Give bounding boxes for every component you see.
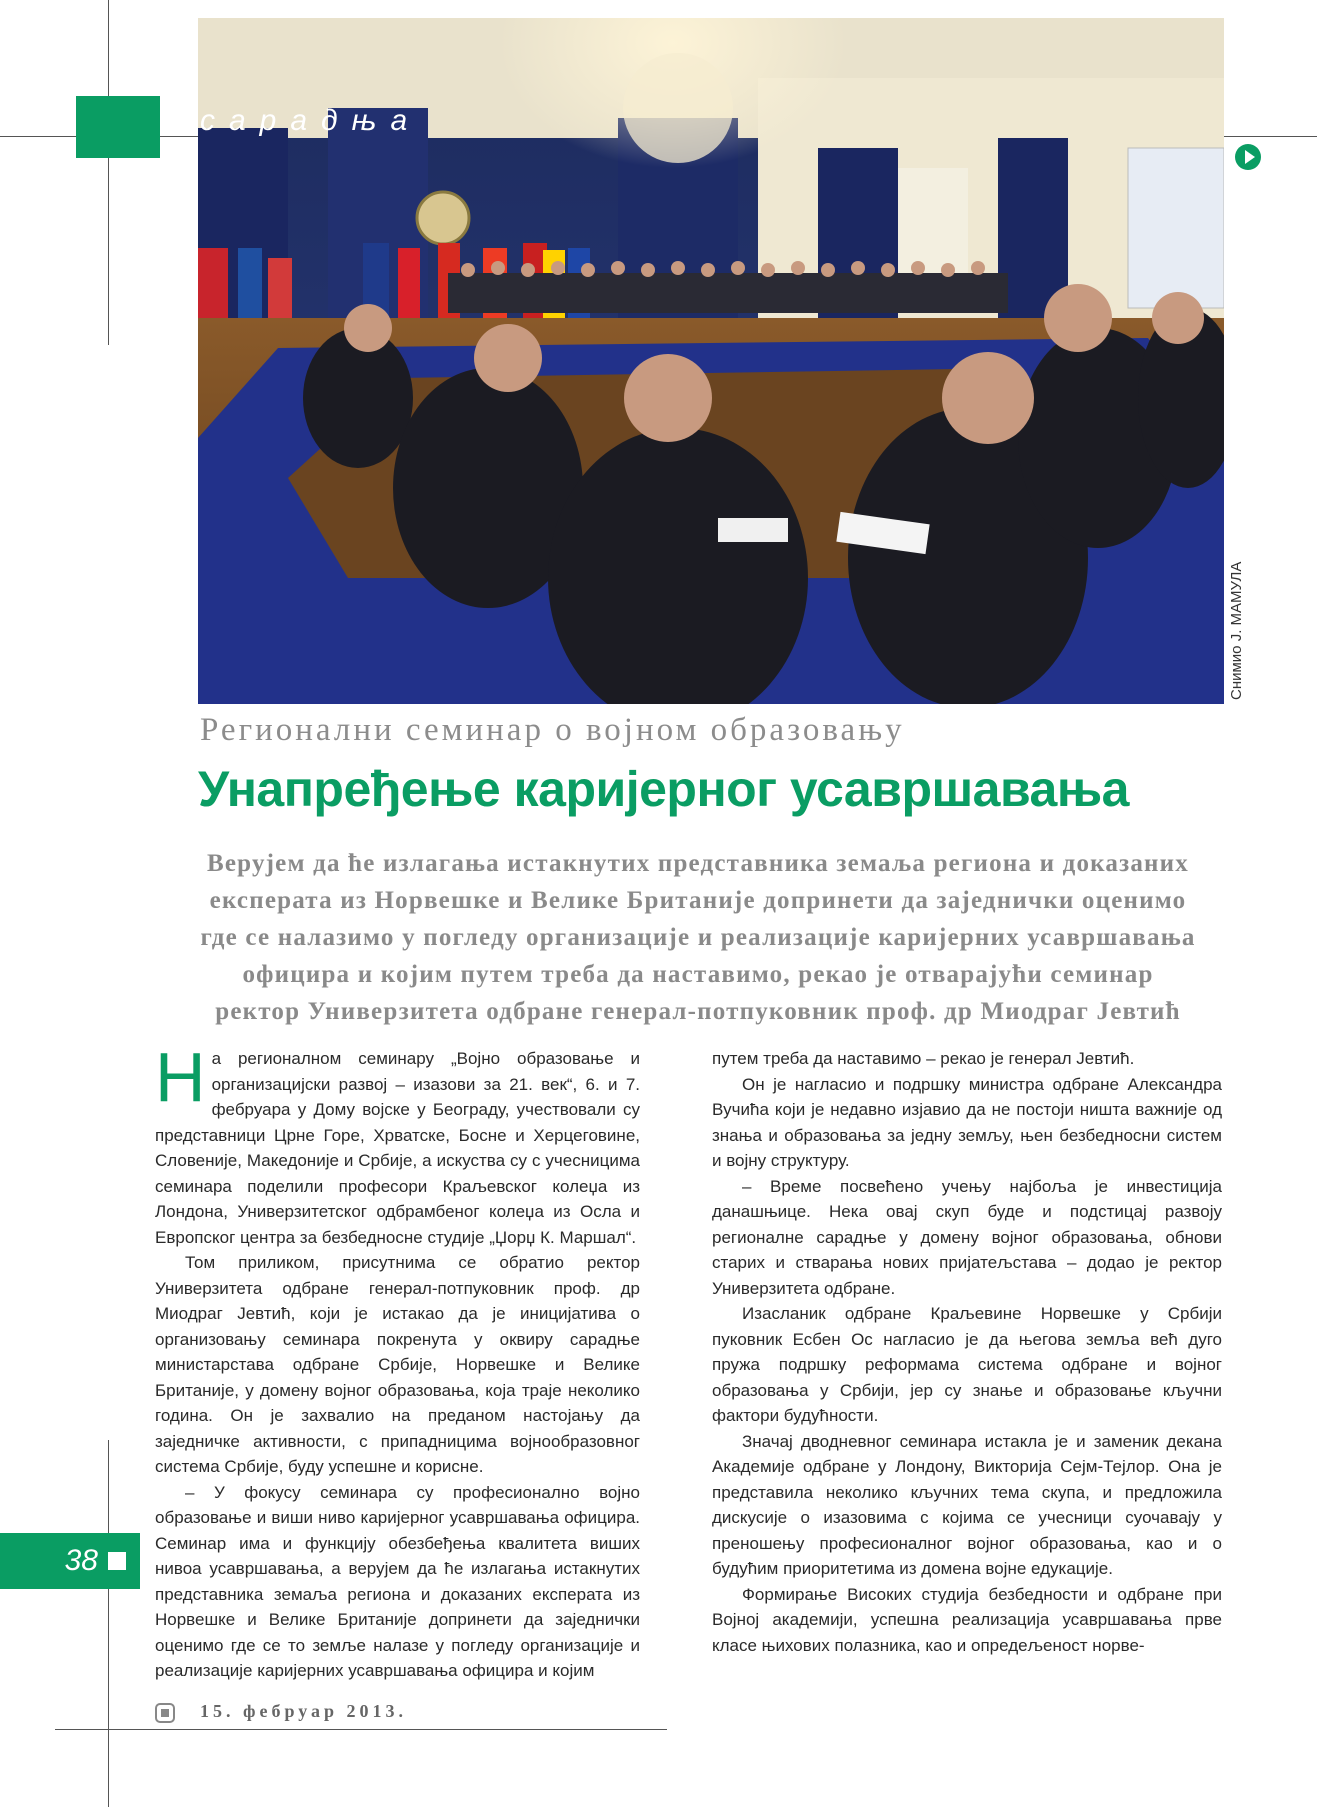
left-vertical-rule <box>108 0 109 345</box>
dropcap: Н <box>155 1038 206 1116</box>
lead-paragraph: Верујем да ће излагања истакнутих представника земаља региона и доказаних експерата из Норвешке и Велике Британије допринети да заједнички оценимо где се налазимо у погледу организације и реализације каријерних усавршавања официра и којим путем треба да наставимо, рекао је отварајући семинар ректор Универзитета одбране генерал-потпуковник проф. др Миодраг Јевтић <box>200 850 1196 1025</box>
section-marker-block <box>76 96 160 158</box>
page-number-tab <box>0 1533 140 1589</box>
body-column-left <box>155 1038 640 1684</box>
body-paragraph: Том приликом, присутнима се обратио ректор Универзитета одбране генерал-потпуковник проф. др Миодраг Јевтић, који је истакао да је иницијатива о организовању семинара покренута у оквиру сарадње министарстава одбране Србије, Норвешке и Велике Британије, у домену војног образовања, која траје неколико година. Он је захвалио на преданом настојању да заједничке активности, с припадницима војнообразовног система Србије, буду успешне и корисне. <box>155 1253 640 1476</box>
body-paragraph: Изасланик одбране Краљевине Норвешке у Србији пуковник Есбен Ос нагласио је да његова земља већ дуго пружа подршку реформама система одбране и војног образовања у Србији, јер су знање и образовање кључни фактори будућности. <box>712 1304 1222 1425</box>
left-vertical-rule-bottom <box>108 1440 109 1807</box>
body-paragraph: На регионалном семинару „Војно образовање и организацијски развој – изазови за 21. век“, 6. и 7. фебруара у Дому војске у Београду, учествовали су представници Црне Горе, Хрватске, Босне и Херцеговине, Словеније, Македоније и Србије, а искуства су с учесницима семинара поделили професори Краљевског колеџа из Лондона, Универзитетског одбрамбеног колеџа из Осла и Европског центра за безбедносне студије „Џорџ К. Маршал“. <box>155 1038 640 1247</box>
body-paragraph: Он је нагласио и подршку министра одбране Александра Вучића који је недавно изјавио да не постоји ништа важније од знања и образовања за једну земљу, њен безбедносни систем и војну структуру. <box>712 1074 1222 1170</box>
body-paragraph: Значај дводневног семинара истакла је и заменик декана Академије одбране у Лондону, Викторија Сејм-Тејлор. Она је представила неколико кључних тема скупа, и предложила дискусије о изазовима с којима се учесници суочавају у преношењу професионалног војног образовања, као и о будућим приоритетима из домена војне едукације. <box>712 1431 1222 1578</box>
footer-square-icon <box>155 1703 175 1723</box>
page-number: 38 <box>64 1544 98 1577</box>
play-icon <box>1235 144 1261 170</box>
page-square-icon <box>108 1552 126 1570</box>
section-label: сарадња <box>200 104 422 137</box>
footer-rule <box>55 1729 667 1730</box>
body-paragraph: – Време посвећено учењу најбоља је инвестиција данашњице. Нека овај скуп буде и подстицај развоју регионалне сарадње у домену војног образовања, обнови старих и стварања нових пријатељстава – додао је ректор Универзитета одбране. <box>712 1176 1222 1298</box>
kicker: Регионални семинар о војном образовању <box>200 712 905 748</box>
body-paragraph: Формирање Високих студија безбедности и одбране при Војној академији, успешна реализација усавршавања прве класе њихових полазника, као и опредељеност норве- <box>712 1584 1222 1655</box>
headline: Унапређење каријерног усавршавања <box>198 761 1129 817</box>
body-paragraph: – У фокусу семинара су професионално војно образовање и виши ниво каријерног усавршавања официра. Семинар има и функцију обезбеђења квалитета виших нивоа усавршавања, а верујем да ће излагања истакнутих представника земаља региона и доказаних експерата из Норвешке и Велике Британије допринети да заједнички оценимо где се то земље налазе у погледу организације и реализације каријерних усавршавања официра и којим <box>155 1482 640 1680</box>
body-column-right <box>712 1046 1222 1658</box>
body-paragraph: путем треба да наставимо – рекао је генерал Јевтић. <box>712 1049 1135 1068</box>
photo-credit: Снимио Ј. МАМУЛА <box>1228 561 1245 700</box>
footer-date: 15. фебруар 2013. <box>200 1701 407 1721</box>
